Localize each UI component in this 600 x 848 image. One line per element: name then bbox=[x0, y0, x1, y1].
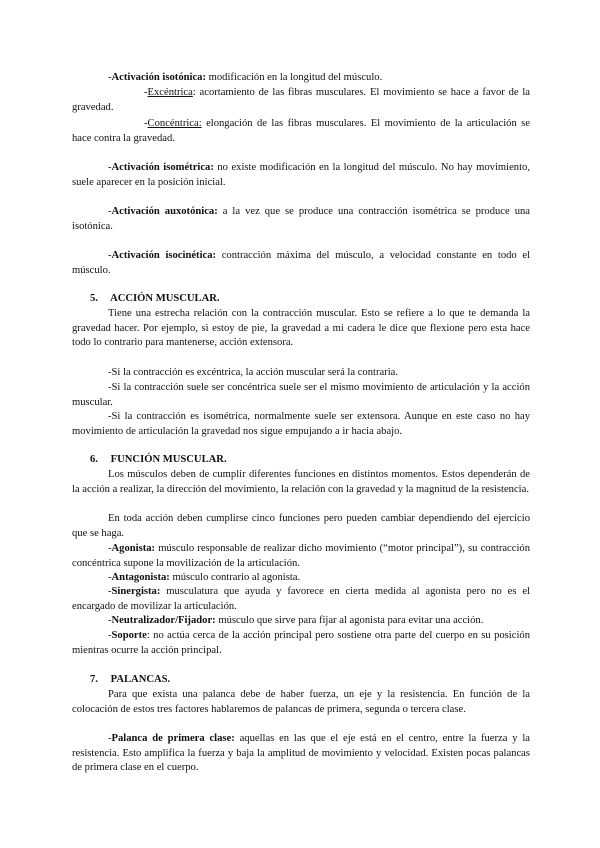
isokinetic-paragraph: -Activación isocinética: contracción máxima del músculo, a velocidad constante en todo el músculo. bbox=[72, 250, 531, 276]
auxotonic-label: Activación auxotónica: bbox=[111, 206, 218, 217]
concentric-label: Concéntrica: bbox=[147, 118, 202, 129]
section-5-point: -Si la contracción es excéntrica, la acción muscular será la contraria. bbox=[108, 367, 399, 378]
eccentric-text: : acortamiento de las fibras musculares. El movimiento se hace a favor de la gravedad. bbox=[72, 87, 530, 113]
section-5-point: -Si la contracción es isométrica, normalmente suele ser extensora. Aunque en este caso no hay movimiento de articulación la gravedad nos sigue empujando a ir hacia abajo. bbox=[72, 411, 530, 437]
role-support: -Soporte: no actúa cerca de la acción principal pero sostiene otra parte del cuerpo en su posición mientras ocurre la acción principal. bbox=[72, 630, 530, 656]
isometric-text: no existe modificación en la longitud del músculo. No hay movimiento, suele aparecer en la posición inicial. bbox=[72, 162, 530, 188]
role-text: : no actúa cerca de la acción principal pero sostiene otra parte del cuerpo en su posición mientras ocurre la acción principal. bbox=[72, 630, 530, 656]
role-text: músculo responsable de realizar dicho movimiento (“motor principal”), su contracción concéntrica supone la movilización de la articulación. bbox=[72, 543, 530, 569]
role-synergist: -Sinergista: musculatura que ayuda y favorece en cierta medida al agonista pero no es el encargado de movilizar la articulación. bbox=[72, 586, 530, 612]
section-7-heading bbox=[90, 673, 170, 688]
section-7-intro: Para que exista una palanca debe de haber fuerza, un eje y la resistencia. En función de la colocación de estos tres factores hablaremos de palancas de primera, segunda o tercera clase. bbox=[72, 689, 530, 715]
auxotonic-text: a la vez que se produce una contracción isométrica se produce una isotónica. bbox=[72, 206, 530, 232]
section-5-number: 5. bbox=[90, 293, 98, 304]
isometric-paragraph: -Activación isométrica: no existe modificación en la longitud del músculo. No hay movimiento, suele aparecer en la posición inicial. bbox=[72, 162, 530, 188]
section-6-number: 6. bbox=[90, 454, 98, 465]
role-label: Sinergista: bbox=[111, 586, 161, 597]
role-label: Agonista: bbox=[111, 543, 156, 554]
isotonic-text: modificación en la longitud del músculo. bbox=[205, 72, 383, 83]
isotonic-paragraph: -Activación isotónica: modificación en la longitud del músculo. bbox=[108, 72, 383, 83]
role-antagonist: -Antagonista: músculo contrario al agonista. bbox=[108, 572, 301, 583]
eccentric-paragraph: -Excéntrica: acortamiento de las fibras musculares. El movimiento se hace a favor de la gravedad. bbox=[72, 87, 530, 113]
section-6-intro: Los músculos deben de cumplir diferentes funciones en distintos momentos. Estos dependerán de la acción a realizar, la dirección del movimiento, la relación con la gravedad y la magnitud de la resistencia. bbox=[72, 469, 530, 495]
section-5-title: ACCIÓN MUSCULAR. bbox=[110, 293, 220, 304]
section-7-number: 7. bbox=[90, 674, 98, 685]
isokinetic-label: Activación isocinética: bbox=[111, 250, 217, 261]
section-5-point: -Si la contracción suele ser concéntrica suele ser el mismo movimiento de articulación y la acción muscular. bbox=[72, 382, 530, 408]
section-6-heading bbox=[90, 453, 227, 468]
eccentric-label: Excéntrica bbox=[147, 87, 193, 98]
auxotonic-paragraph: -Activación auxotónica: a la vez que se produce una contracción isométrica se produce una isotónica. bbox=[72, 206, 530, 232]
role-text: músculo que sirve para fijar al agonista para evitar una acción. bbox=[215, 615, 484, 626]
section-5-heading bbox=[90, 292, 220, 307]
role-label: Antagonista: bbox=[111, 572, 170, 583]
first-class-lever-paragraph: -Palanca de primera clase: aquellas en las que el eje está en el centro, entre la fuerza y la resistencia. Esto amplifica la fuerza y baja la amplitud de movimiento y velocidad. Existen pocas palancas de primera clase en el cuerpo. bbox=[72, 733, 530, 774]
concentric-text: elongación de las fibras musculares. El movimiento de la articulación se hace contra la gravedad. bbox=[72, 118, 530, 144]
isometric-label: Activación isométrica: bbox=[111, 162, 214, 173]
section-6-intro-2: En toda acción deben cumplirse cinco funciones pero pueden cambiar dependiendo del ejercicio que se haga. bbox=[72, 513, 530, 539]
concentric-paragraph: -Concéntrica: elongación de las fibras musculares. El movimiento de la articulación se hace contra la gravedad. bbox=[72, 118, 530, 144]
isokinetic-text: contracción máxima del músculo, a velocidad constante en todo el músculo. bbox=[72, 250, 531, 276]
section-6-title: FUNCIÓN MUSCULAR. bbox=[110, 454, 227, 465]
isotonic-label: Activación isotónica: bbox=[111, 72, 206, 83]
role-label: Neutralizador/Fijador: bbox=[111, 615, 216, 626]
role-text: musculatura que ayuda y favorece en cierta medida al agonista pero no es el encargado de movilizar la articulación. bbox=[72, 586, 530, 612]
role-agonist: -Agonista: músculo responsable de realizar dicho movimiento (“motor principal”), su contracción concéntrica supone la movilización de la articulación. bbox=[72, 543, 530, 569]
first-class-lever-label: Palanca de primera clase: bbox=[111, 733, 235, 744]
section-7-title: PALANCAS. bbox=[110, 674, 171, 685]
role-text: músculo contrario al agonista. bbox=[169, 572, 301, 583]
role-neutralizer: -Neutralizador/Fijador: músculo que sirve para fijar al agonista para evitar una acción. bbox=[108, 615, 484, 626]
section-5-intro: Tiene una estrecha relación con la contracción muscular. Esto se refiere a lo que te demanda la gravedad hacer. Por ejemplo, si estoy de pie, la gravedad a mi cadera le dice que flexione pero esta hace todo lo contrario para mantenerse, acción extensora. bbox=[72, 308, 530, 349]
role-label: Soporte bbox=[111, 630, 147, 641]
first-class-lever-text: aquellas en las que el eje está en el centro, entre la fuerza y la resistencia. Esto amplifica la fuerza y baja la amplitud de movimiento y velocidad. Existen pocas palancas de primera clase en el cuerpo. bbox=[72, 733, 530, 774]
